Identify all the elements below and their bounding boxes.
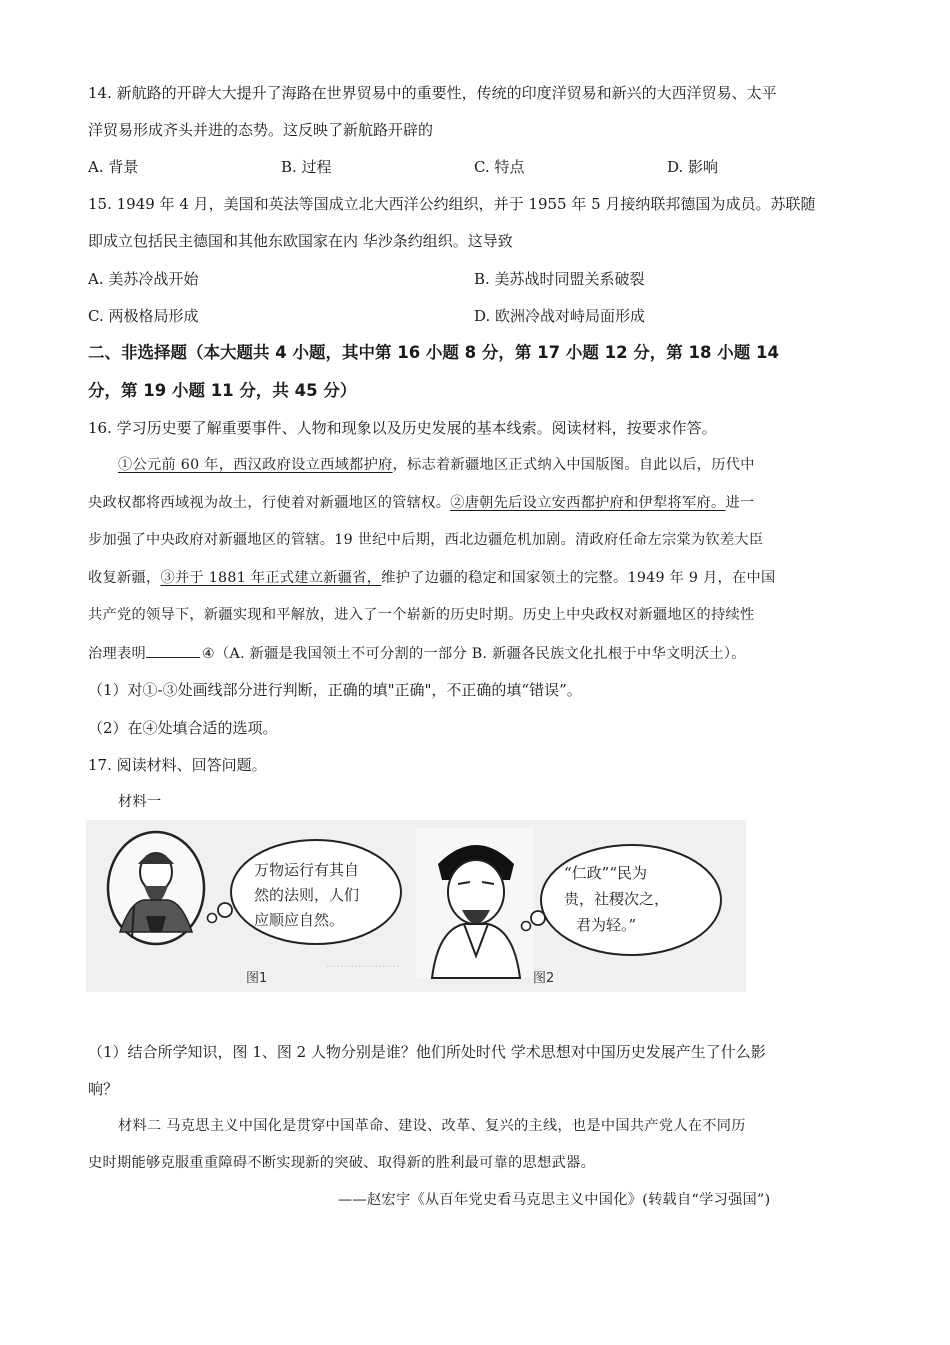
q16-material-line5: 共产党的领导下，新疆实现和平解放，进入了一个崭新的历史时期。历史上中央政权对新疆地区的持续性 [88,607,755,623]
q15-stem-line1: 15. 1949 年 4 月，美国和英法等国成立北大西洋公约组织，并于 1955 年 5 月接纳联邦德国为成员。苏联随 [88,195,816,213]
q17-material2-line2: 史时期能够克服重重障碍不断实现新的突破、取得新的胜利最可靠的思想武器。 [88,1155,596,1171]
q16-underline-3: ③并于 1881 年正式建立新疆省， [160,570,382,586]
q16-text: ，标志着新疆地区正式纳入中国版图。自此以后，历代中 [392,457,755,473]
q16-text: 维护了边疆的稳定和国家领土的完整。1949 年 9 月，在中国 [381,570,776,586]
portrait-laozi-icon [108,832,204,944]
figure-svg [86,820,746,992]
bubble1-line3: 应顺应自然。 [254,911,345,929]
bubble2-line3: 君为轻。” [576,916,637,934]
q14-stem-line1: 14. 新航路的开辟大大提升了海路在世界贸易中的重要性，传统的印度洋贸易和新兴的大西洋贸易、太平 [88,84,777,102]
q16-text: 央政权都将西域视为故土，行使着对新疆地区的管辖权。 [88,495,451,511]
bubble2-line1: “仁政”“民为 [564,864,648,882]
q16-text: 进一 [725,495,755,511]
section2-heading-line2: 分，第 19 小题 11 分，共 45 分） [88,381,357,400]
figure2-caption: 图2 [533,971,555,986]
q15-option-d[interactable]: D. 欧洲冷战对峙局面形成 [474,307,646,325]
q16-material-line2 [88,493,754,513]
q16-underline-2: ②唐朝先后设立安西都护府和伊犁将军府。 [450,495,726,511]
section2-heading-line1: 二、非选择题（本大题共 4 小题，其中第 16 小题 8 分，第 17 小题 12 分，第 18 小题 14 [88,343,779,362]
answer-blank[interactable] [146,643,200,658]
q15-stem-line2: 即成立包括民主德国和其他东欧国家在内 华沙条约组织。这导致 [88,232,513,250]
q15-option-b[interactable]: B. 美苏战时同盟关系破裂 [474,270,645,288]
q16-material-line1 [118,455,755,475]
q14-option-d[interactable]: D. 影响 [667,158,719,176]
q17-subquestion-1-line2: 响？ [88,1080,119,1098]
bubble1-line2: 然的法则，人们 [254,886,360,904]
q16-text: 收复新疆， [88,570,161,586]
q15-option-a[interactable]: A. 美苏冷战开始 [88,270,199,288]
q14-option-a[interactable]: A. 背景 [88,158,139,176]
q14-option-c[interactable]: C. 特点 [474,158,525,176]
q15-option-c[interactable]: C. 两极格局形成 [88,307,199,325]
q17-material2-source: ——赵宏宇《从百年党史看马克思主义中国化》(转载自“学习强国”) [338,1192,771,1208]
q17-intro: 17. 阅读材料、回答问题。 [88,756,267,774]
q17-subquestion-1-line1: （1）结合所学知识，图 1、图 2 人物分别是谁？他们所处时代 学术思想对中国历史发展产生了什么影 [88,1043,766,1061]
q17-material2-line1: 材料二 马克思主义中国化是贯穿中国革命、建设、改革、复兴的主线，也是中国共产党人在不同历 [118,1118,746,1134]
bubble2-line2: 贵，社稷次之， [564,890,670,908]
q16-material-line3: 步加强了中央政府对新疆地区的管辖。19 世纪中后期，西北边疆危机加剧。清政府任命左宗棠为钦差大臣 [88,532,764,548]
faint-bleed-text: ····················· [326,960,400,973]
q16-subquestion-2: （2）在④处填合适的选项。 [88,719,278,737]
q14-stem-line2: 洋贸易形成齐头并进的态势。这反映了新航路开辟的 [88,121,434,139]
material1-figure [86,820,746,992]
q16-text: ④（A. 新疆是我国领土不可分割的一部分 B. 新疆各民族文化扎根于中华文明沃土）。 [201,646,746,662]
q16-material-line4 [88,568,776,588]
q17-material1-label: 材料一 [118,794,162,810]
q16-underline-1: ①公元前 60 年，西汉政府设立西域都护府 [118,457,393,473]
q16-subquestion-1: （1）对①-③处画线部分进行判断，正确的填"正确"，不正确的填“错误”。 [88,681,582,699]
q14-option-b[interactable]: B. 过程 [281,158,332,176]
q16-material-line6 [88,643,746,664]
figure1-caption: 图1 [246,971,268,986]
portrait-mencius-icon [416,828,534,978]
bubble1-line1: 万物运行有其自 [254,861,360,879]
q16-intro: 16. 学习历史要了解重要事件、人物和现象以及历史发展的基本线索。阅读材料，按要求作答。 [88,419,717,437]
q16-text: 治理表明 [88,646,146,662]
